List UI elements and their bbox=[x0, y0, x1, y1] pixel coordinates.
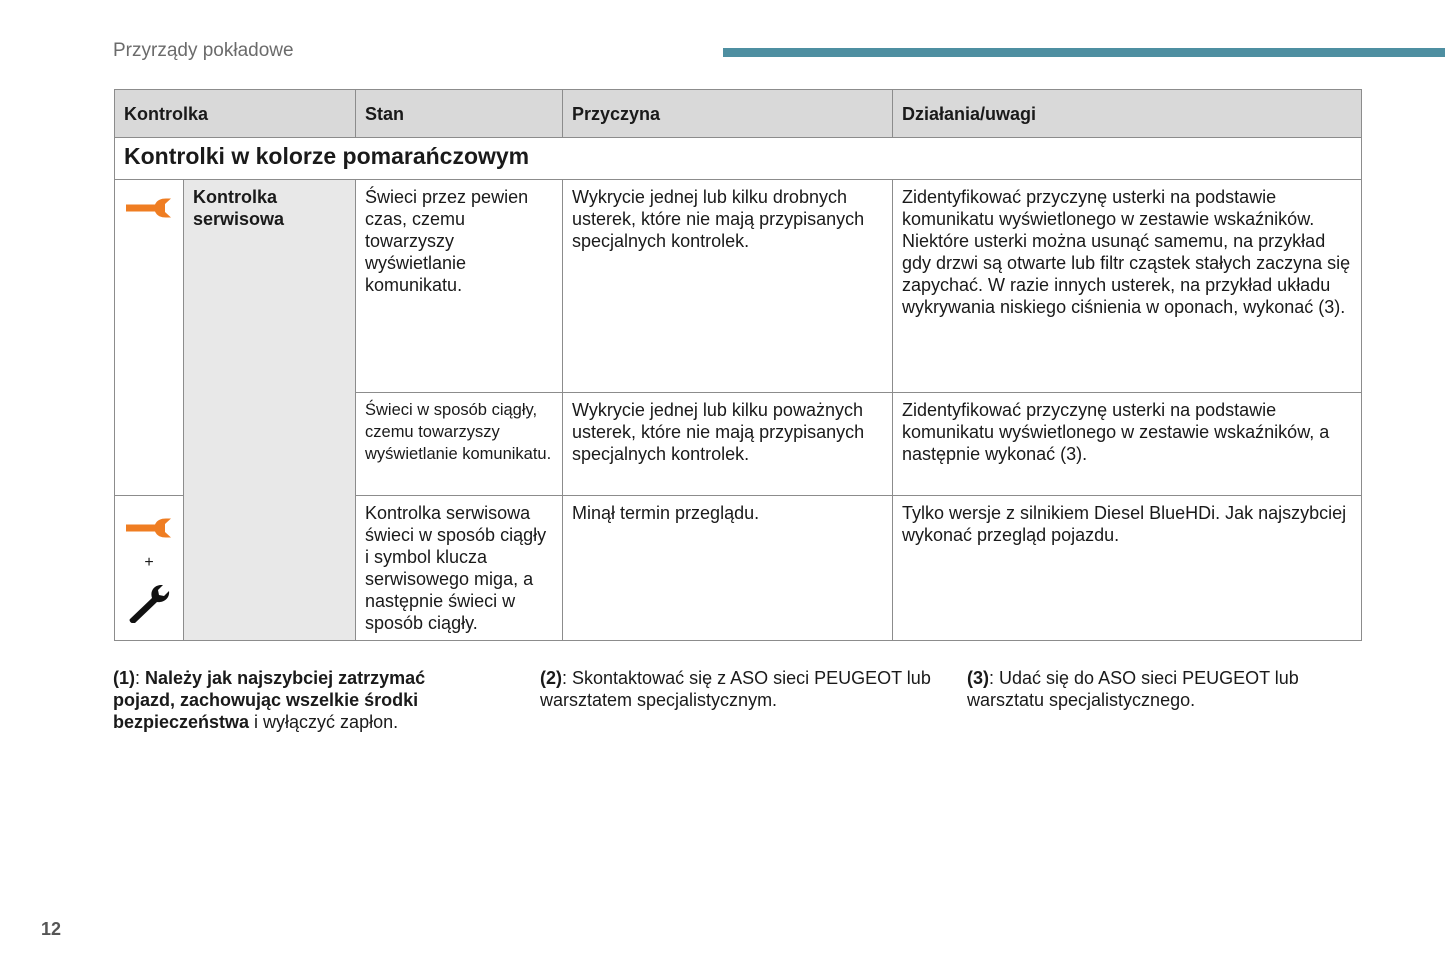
footnote-ref: (1) bbox=[113, 668, 135, 688]
row-3-dzialania: Tylko wersje z silnikiem Diesel BlueHDi. Jak najszybciej wykonać przegląd pojazdu. bbox=[893, 496, 1362, 641]
table-row bbox=[115, 180, 1362, 393]
footnote-sep: : bbox=[135, 668, 146, 688]
footnote-text: i wyłączyć zapłon. bbox=[249, 712, 399, 732]
footnote-text: Udać się do ASO sieci PEUGEOT lub warsztatu specjalistycznego. bbox=[967, 668, 1299, 710]
icon-cell-combined bbox=[115, 496, 184, 641]
row-1-dzialania: Zidentyfikować przyczynę usterki na podstawie komunikatu wyświetlonego w zestawie wskaźników. Niektóre usterki można usunąć samemu, na przykład gdy drzwi są otwarte lub filtr cząstek stałych zaczyna się zapychać. W razie innych usterek, na przykład układu wykrywania niskiego ciśnienia w oponach, wykonać (3). bbox=[893, 180, 1362, 393]
running-head: Przyrządy pokładowe bbox=[113, 40, 294, 61]
indicator-name: Kontrolka serwisowa bbox=[184, 180, 356, 641]
row-2-dzialania: Zidentyfikować przyczynę usterki na podstawie komunikatu wyświetlonego w zestawie wskaźników, a następnie wykonać (3). bbox=[893, 393, 1362, 496]
col-header-stan: Stan bbox=[356, 90, 563, 138]
col-header-kontrolka: Kontrolka bbox=[115, 90, 356, 138]
footnote-3 bbox=[967, 667, 1357, 711]
warning-lights-table bbox=[114, 89, 1362, 641]
icon-cell bbox=[115, 180, 184, 496]
black-wrench-icon bbox=[126, 607, 172, 627]
row-3-przyczyna: Minął termin przeglądu. bbox=[563, 496, 893, 641]
section-title: Kontrolki w kolorze pomarańczowym bbox=[115, 138, 1362, 180]
footnote-2 bbox=[540, 667, 940, 711]
row-2-przyczyna: Wykrycie jednej lub kilku poważnych usterek, które nie mają przypisanych specjalnych kontrolek. bbox=[563, 393, 893, 496]
col-header-dzialania: Działania/uwagi bbox=[893, 90, 1362, 138]
row-1-przyczyna: Wykrycie jednej lub kilku drobnych usterek, które nie mają przypisanych specjalnych kontrolek. bbox=[563, 180, 893, 393]
row-2-stan: Świeci w sposób ciągły, czemu towarzyszy wyświetlanie komunikatu. bbox=[356, 393, 563, 496]
page-number: 12 bbox=[41, 919, 62, 939]
footnote-sep: : bbox=[562, 668, 573, 688]
row-1-stan: Świeci przez pewien czas, czemu towarzyszy wyświetlanie komunikatu. bbox=[356, 180, 563, 393]
footnote-sep: : bbox=[989, 668, 1000, 688]
footnote-text: Skontaktować się z ASO sieci PEUGEOT lub warsztatem specjalistycznym. bbox=[540, 668, 931, 710]
plus-sign: + bbox=[144, 554, 154, 571]
footnote-ref: (3) bbox=[967, 668, 989, 688]
col-header-przyczyna: Przyczyna bbox=[563, 90, 893, 138]
table-header-row bbox=[115, 90, 1362, 138]
accent-bar bbox=[723, 48, 1445, 57]
footnote-ref: (2) bbox=[540, 668, 562, 688]
row-3-stan: Kontrolka serwisowa świeci w sposób ciągły i symbol klucza serwisowego miga, a następnie świeci w sposób ciągły. bbox=[356, 496, 563, 641]
section-title-row bbox=[115, 138, 1362, 180]
orange-wrench-icon bbox=[125, 204, 173, 224]
footnote-bold-text: Należy jak najszybciej zatrzymać pojazd, zachowując wszelkie środki bezpieczeństwa bbox=[113, 668, 426, 732]
orange-wrench-icon bbox=[125, 524, 173, 544]
footnote-1 bbox=[113, 667, 463, 733]
